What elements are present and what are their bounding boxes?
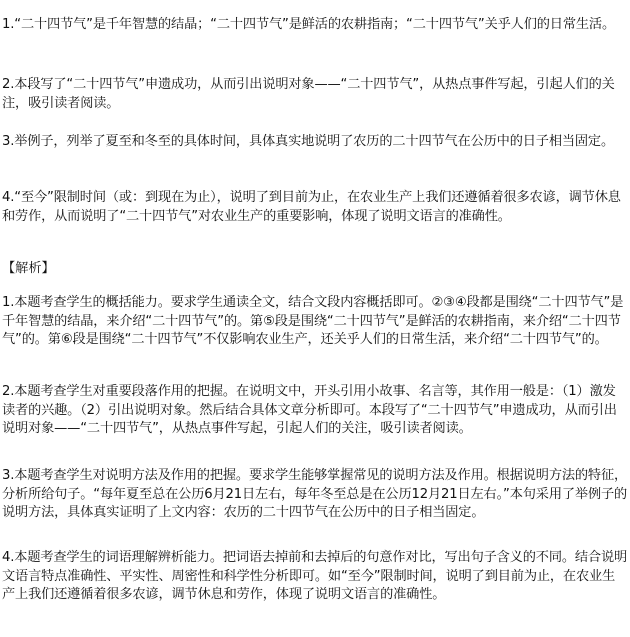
analysis-paragraph-4: 4.本题考查学生的词语理解辨析能力。把词语去掉前和去掉后的句意作对比，写出句子含义的不同。结合说明文语言特点准确性、平实性、周密性和科学性分析即可。如“至今”限制时间，说明了到目前为止，在农业生产上我们还遵循着很多农谚，调节休息和劳作，体现了说明文语言的准确性。 xyxy=(2,550,628,602)
answer-paragraph-2: 2.本段写了“二十四节气”申遗成功，从而引出说明对象——“二十四节气”，从热点事件写起，引起人们的关注，吸引读者阅读。 xyxy=(2,77,615,111)
answer-paragraph-1: 1.“二十四节气”是千年智慧的结晶；“二十四节气”是鲜活的农耕指南；“二十四节气”关乎人们的日常生活。 xyxy=(2,17,615,32)
analysis-paragraph-2: 2.本题考查学生对重要段落作用的把握。在说明文中，开头引用小故事、名言等，其作用一般是：（1）激发读者的兴趣。（2）引出说明对象。然后结合具体文章分析即可。本段写了“二十四节气”申遗成功，从而引出说明对象——“二十四节气”，从热点事件写起，引起人们的关注，吸引读者阅读。 xyxy=(2,384,617,436)
analysis-heading: 【解析】 xyxy=(2,261,55,276)
answer-paragraph-4: 4.“至今”限制时间（或：到现在为止），说明了到目前为止，在农业生产上我们还遵循着很多农谚，调节休息和劳作，从而说明了“二十四节气”对农业生产的重要影响，体现了说明文语言的准确性。 xyxy=(2,190,621,224)
answer-paragraph-3: 3.举例子，列举了夏至和冬至的具体时间，具体真实地说明了农历的二十四节气在公历中的日子相当固定。 xyxy=(2,134,615,149)
analysis-paragraph-1: 1.本题考查学生的概括能力。要求学生通读全文，结合文段内容概括即可。②③④段都是围绕“二十四节气”是千年智慧的结晶，来介绍“二十四节气”的。第⑤段是围绕“二十四节气”是鲜活的农耕指南，来介绍“二十四节气”的。第⑥段是围绕“二十四节气”不仅影响农业生产，还关乎人们的日常生活，来介绍“二十四节气”的。 xyxy=(2,295,624,347)
analysis-paragraph-3: 3.本题考查学生对说明方法及作用的把握。要求学生能够掌握常见的说明方法及作用。根据说明方法的特征，分析所给句子。“每年夏至总在公历6月21日左右，每年冬至总是在公历12月21日左右。”本句采用了举例子的说明方法，具体真实证明了上文内容：农历的二十四节气在公历中的日子相当固定。 xyxy=(2,468,628,520)
